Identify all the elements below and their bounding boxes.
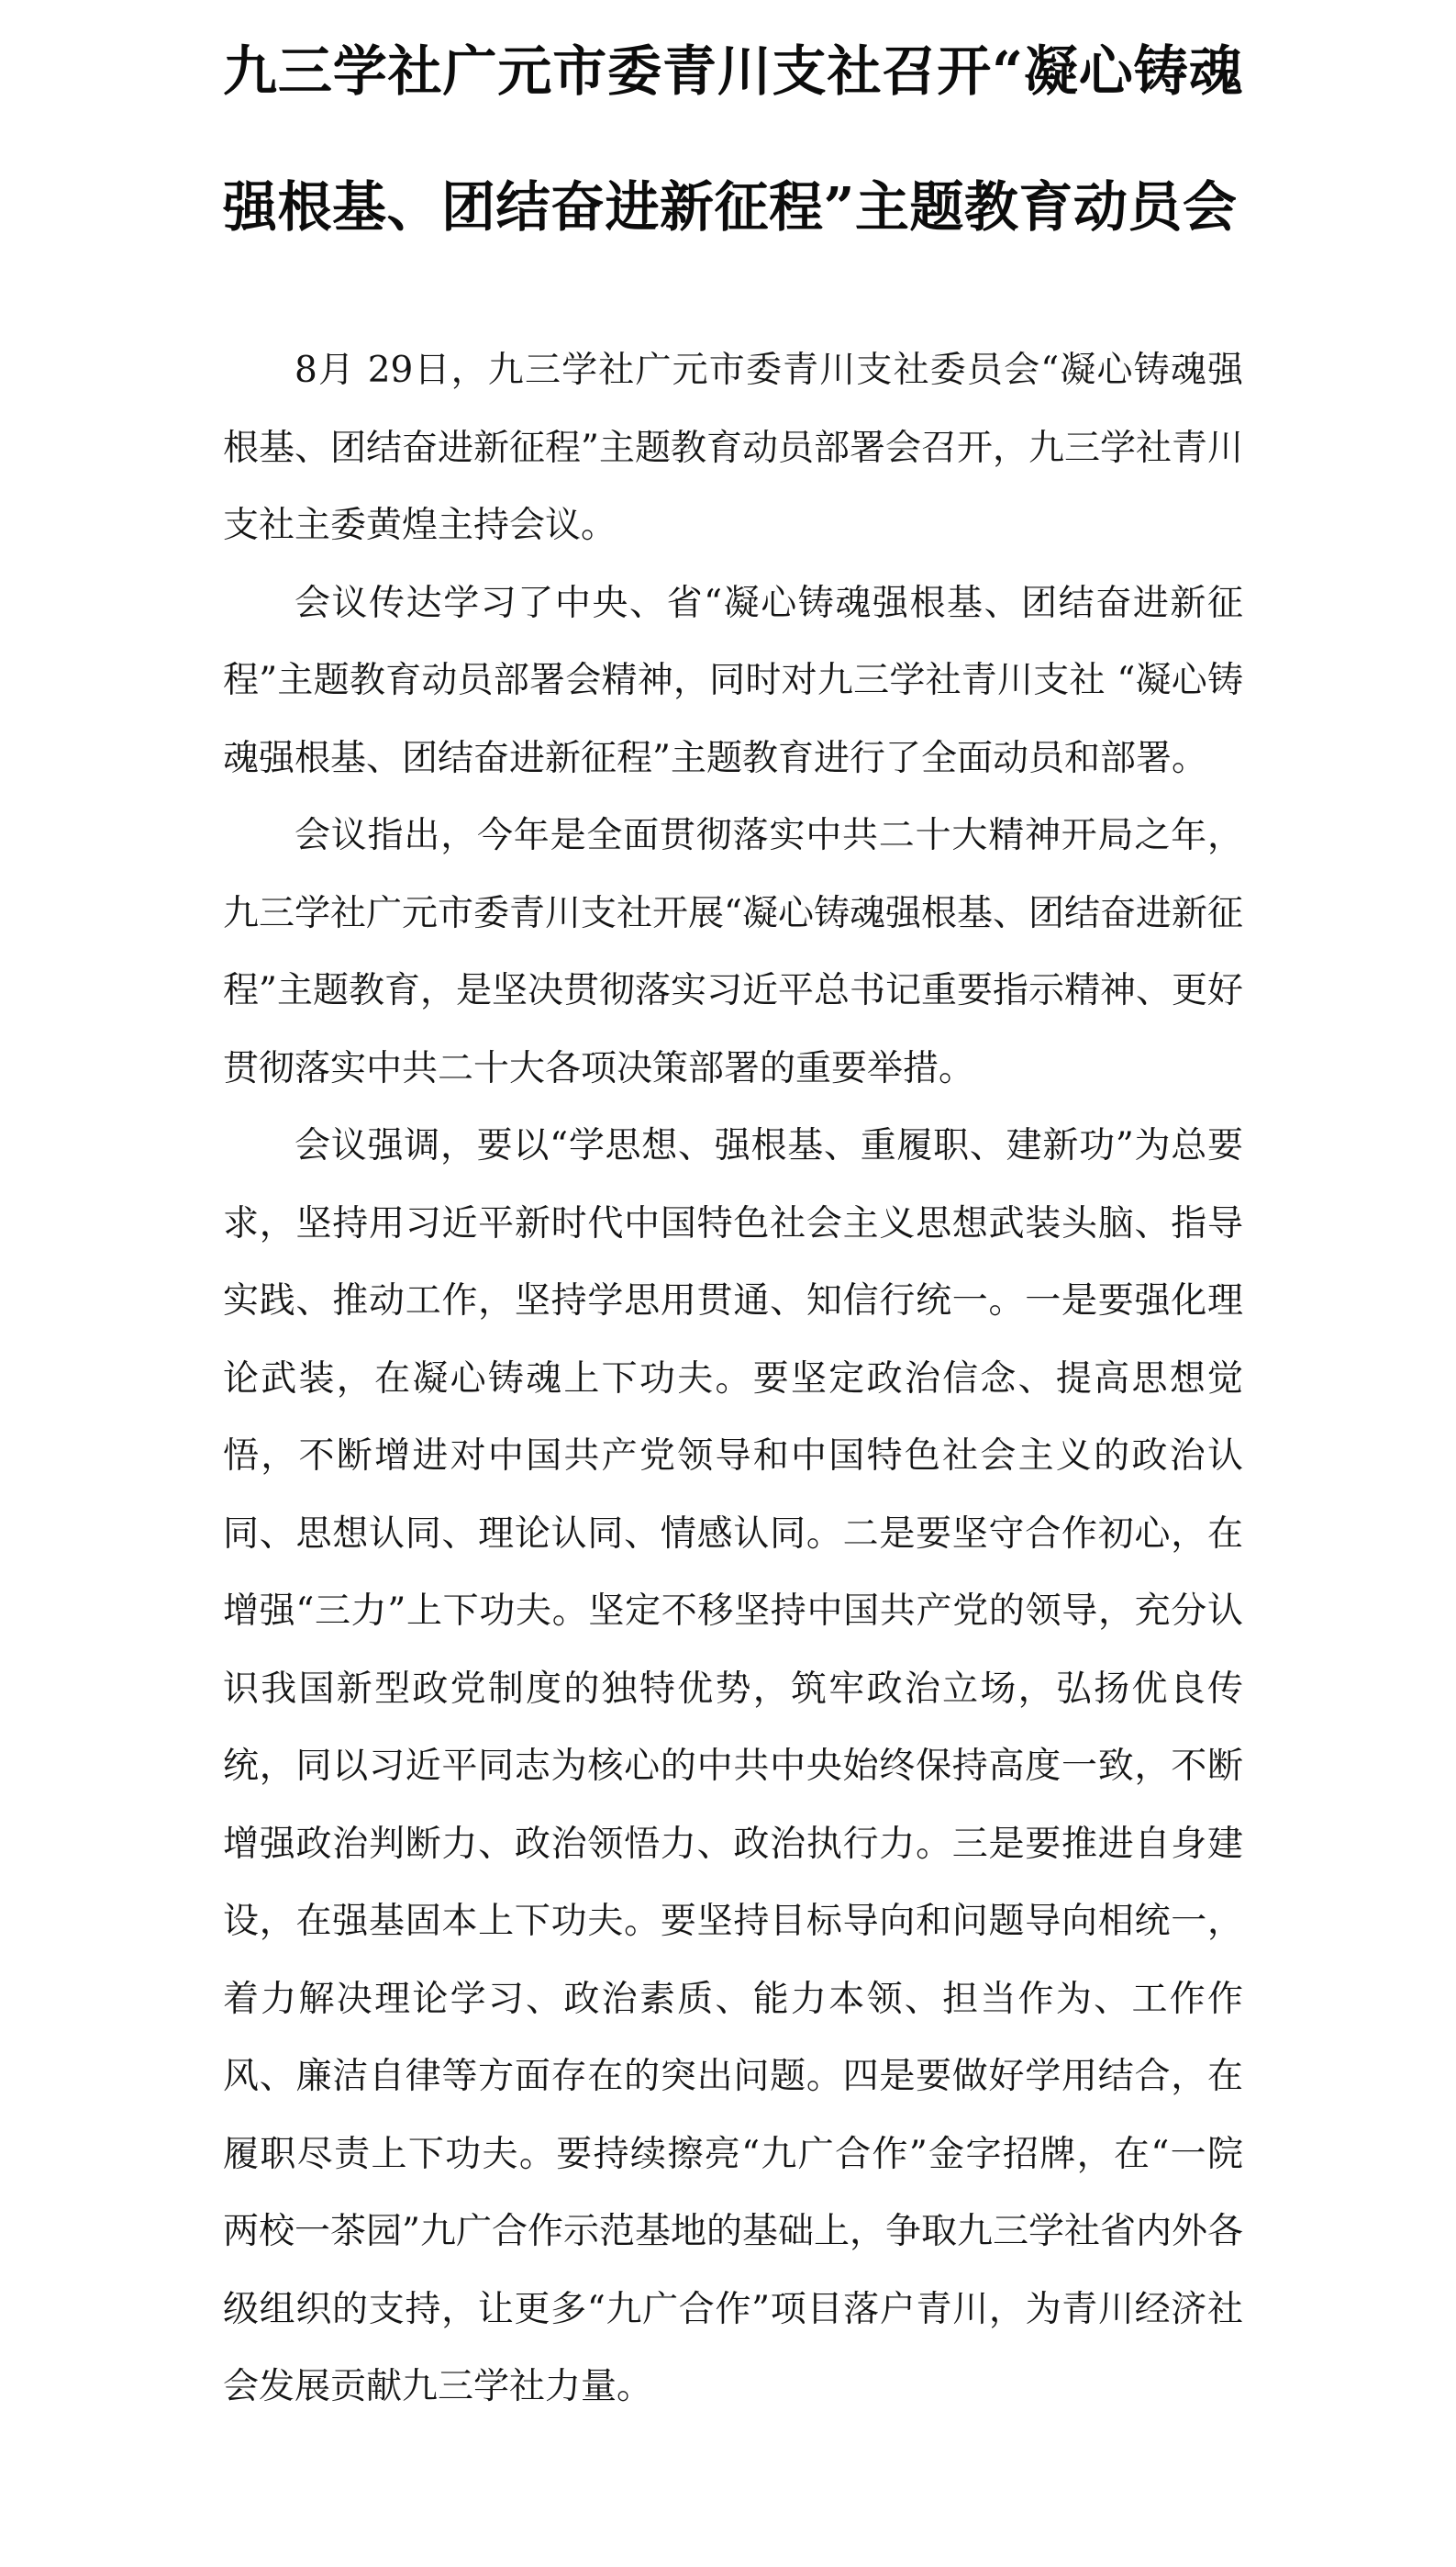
paragraph-meeting-points: 会议指出，今年是全面贯彻落实中共二十大精神开局之年，九三学社广元市委青川支社开展“凝心铸魂强根基、团结奋进新征程”主题教育，是坚决贯彻落实习近平总书记重要指示精神、更好贯彻落实中共二十大各项决策部署的重要举措。	[223, 815, 1243, 1089]
article-body	[223, 332, 1243, 2427]
article-title: 九三学社广元市委青川支社召开“凝心铸魂强根基、团结奋进新征程”主题教育动员会	[223, 39, 1243, 239]
paragraph-meeting-emphasis: 会议强调，要以“学思想、强根基、重履职、建新功”为总要求，坚持用习近平新时代中国特色社会主义思想武装头脑、指导实践、推动工作，坚持学思用贯通、知信行统一。一是要强化理论武装，在凝心铸魂上下功夫。要坚定政治信念、提高思想觉悟，不断增进对中国共产党领导和中国特色社会主义的政治认同、思想认同、理论认同、情感认同。二是要坚守合作初心，在增强“三力”上下功夫。坚定不移坚持中国共产党的领导，充分认识我国新型政党制度的独特优势，筑牢政治立场，弘扬优良传统，同以习近平同志为核心的中共中央始终保持高度一致，不断增强政治判断力、政治领悟力、政治执行力。三是要推进自身建设，在强基固本上下功夫。要坚持目标导向和问题导向相统一，着力解决理论学习、政治素质、能力本领、担当作为、工作作风、廉洁自律等方面存在的突出问题。四是要做好学用结合，在履职尽责上下功夫。要持续擦亮“九广合作”金字招牌，在“一院两校一茶园”九广合作示范基地的基础上，争取九三学社省内外各级组织的支持，让更多“九广合作”项目落户青川，为青川经济社会发展贡献九三学社力量。	[223, 1125, 1243, 2407]
paragraph-date-intro: 8月 29日，九三学社广元市委青川支社委员会“凝心铸魂强根基、团结奋进新征程”主题教育动员部署会召开，九三学社青川支社主委黄煌主持会议。	[223, 350, 1243, 546]
article	[223, 0, 1243, 2427]
paragraph-meeting-study: 会议传达学习了中央、省“凝心铸魂强根基、团结奋进新征程”主题教育动员部署会精神，同时对九三学社青川支社 “凝心铸魂强根基、团结奋进新征程”主题教育进行了全面动员和部署。	[223, 582, 1243, 779]
